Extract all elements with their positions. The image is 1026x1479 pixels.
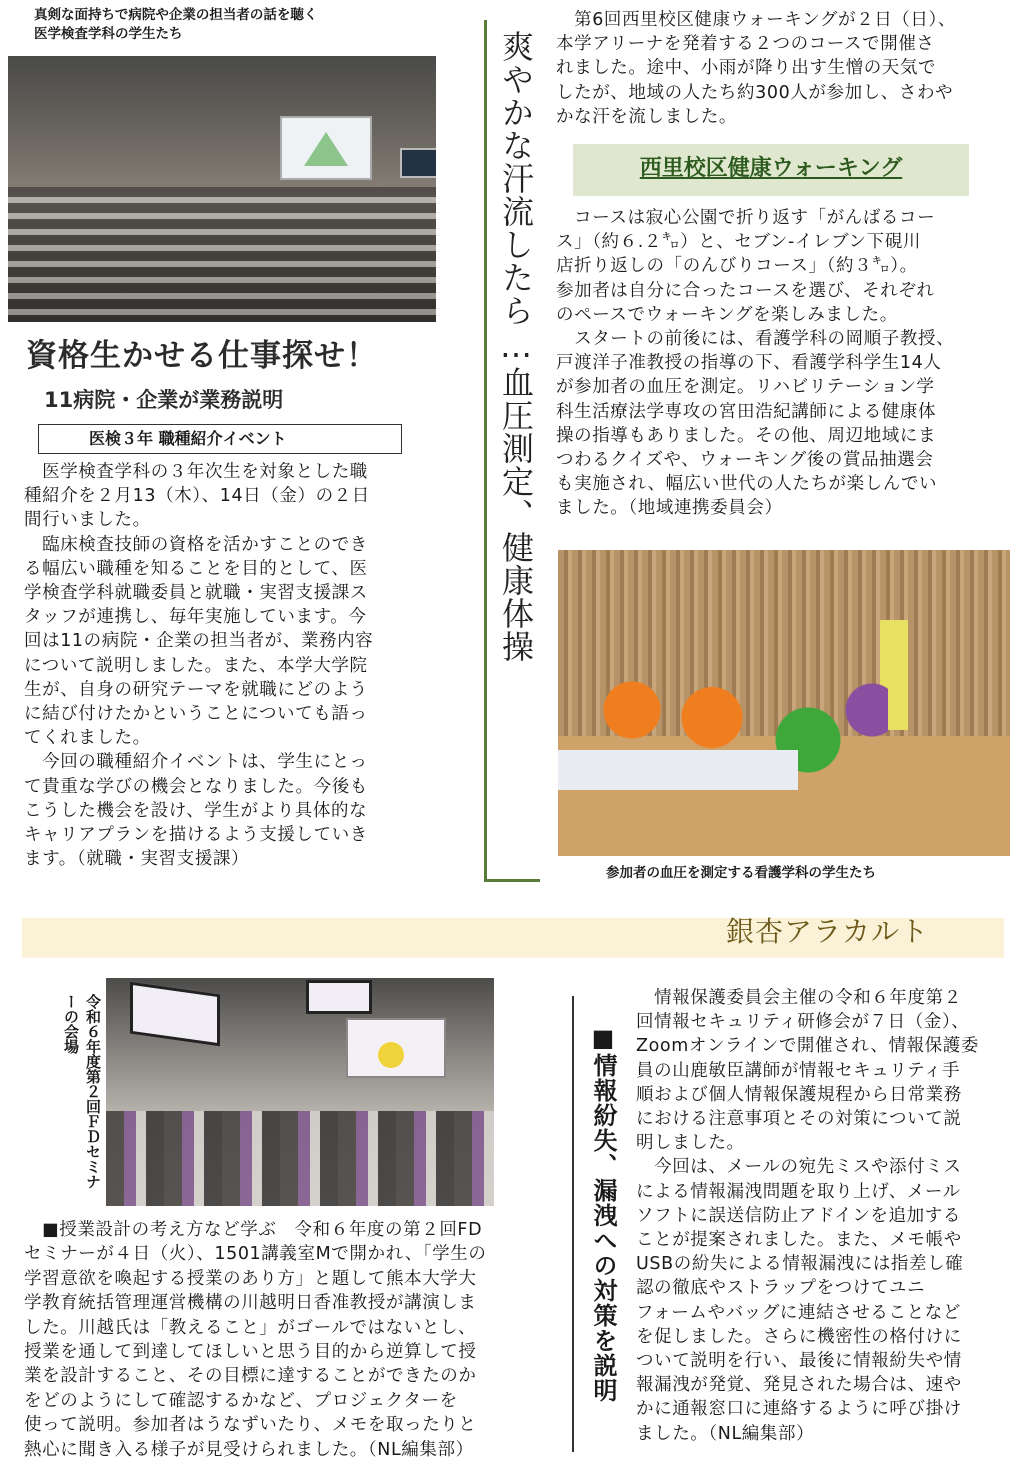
projector-screen <box>280 116 372 180</box>
seminar-title: 資格生かせる仕事探せ！ <box>26 338 378 374</box>
measurement-table <box>558 750 798 790</box>
seminar-photo-caption: 真剣な面持ちで病院や企業の担当者の話を聴く 医学検査学科の学生たち <box>34 7 318 42</box>
monitor-right <box>306 980 372 1014</box>
column-divider <box>572 996 574 1452</box>
seminar-body: 医学検査学科の３年次生を対象とした職 種紹介を２月13（木）、14日（金）の２日 間行いました。 臨床検査技師の資格を活かすことのでき る幅広い職種を知ることを目的として、医 学検査学科就職委員と就職・実習支援課ス タッフが連携し、毎年実施しています。今 回は11の病院・企業の担当者が、業務内容 について説明しました。また、本学大学院 生が、自身の研究テーマを就職にどのよう に結び付けたかということについても語っ てくれました。 今回の職種紹介イベントは、学生にとっ て貴重な学びの機会となりました。今後も こうした機会を設け、学生がより具体的な キャリアプランを描けるよう支援していき ます。（就職・実習支援課） <box>24 462 374 870</box>
walking-banner: 西里校区健康ウォーキング <box>573 144 969 196</box>
security-vertical-title: ■情報紛失、漏洩への対策を説明 <box>589 1024 617 1403</box>
walking-photo-caption: 参加者の血圧を測定する看護学科の学生たち <box>606 865 876 881</box>
walking-vertical-title: 爽やかな汗流したら…血圧測定、健康体操 <box>497 30 535 663</box>
walking-intro: 第6回西里校区健康ウォーキングが２日（日）、 本学アリーナを発着する２つのコースで開催さ れました。途中、小雨が降り出す生憎の天気で したが、地域の人たち約300人が参加し、さわや かな汗を流しました。 <box>556 10 956 127</box>
section-header: 銀杏アラカルト <box>726 915 930 948</box>
seminar-tag: 医検３年 職種紹介イベント <box>38 424 402 454</box>
monitor-left <box>130 982 220 1047</box>
fd-photo <box>106 978 494 1206</box>
fd-photo-caption: 令和６年度第２回ＦＤセミナーの会場 <box>62 994 102 1189</box>
blackboard <box>400 148 436 178</box>
seminar-photo <box>8 56 436 322</box>
audience <box>106 1111 494 1206</box>
security-body: 情報保護委員会主催の令和６年度第２ 回情報セキュリティ研修会が７日（金）、 Zoomオンラインで開催され、情報保護委 員の山鹿敏臣講師が情報セキュリティ手 順および個人情報保護規程から日常業務 における注意事項とその対策について説 明しました。 今回は、メールの宛先ミスや添付ミス による情報漏洩問題を取り上げ、メール ソフトに誤送信防止アドインを追加する ことが提案されました。また、メモ帳や USBの紛失による情報漏洩には指差し確 認の徹底やストラップをつけてユニ フォームやバッグに連結させることなど を促しました。さらに機密性の格付けに ついて説明を行い、最後に情報紛失や情 報漏洩が発覚、発見された場合は、速や かに通報窓口に連絡するように呼び掛け ました。（NL編集部） <box>636 988 979 1444</box>
walking-photo <box>558 550 1010 856</box>
projector-screen <box>346 1018 446 1078</box>
walking-body: コースは寂心公園で折り返す「がんばるコー ス」（約６.２㌔）と、セブン-イレブン下硯川 店折り返しの「のんびりコース」（約３㌔）。 参加者は自分に合ったコースを選び、それぞれ のペースでウォーキングを楽しみました。 スタートの前後には、看護学科の岡順子教授、 戸渡洋子准教授の指導の下、看護学科学生14人 が参加者の血圧を測定。リハビリテーション学 科生活療法学専攻の宮田浩紀講師による健康体 操の指導もありました。その他、周辺地域にま つわるクイズや、ウォーキング後の賞品抽選会 も実施され、幅広い世代の人たちが楽しんでい ました。（地域連携委員会） <box>556 208 955 519</box>
seminar-subtitle: 11病院・企業が業務説明 <box>44 388 284 412</box>
fd-body: ■授業設計の考え方など学ぶ 令和６年度の第２回FD セミナーが４日（火）、1501講義室Mで開かれ、「学生の 学習意欲を喚起する授業のあり方」と題して熊本大学大 学教育統括管理運営機構の川越明日香准教授が講演しま した。川越氏は「教えること」がゴールではないとし、 授業を通して到達してほしいと思う目的から逆算して授 業を設計すること、その目標に達することができたのか をどのようにして確認するかなど、プロジェクターを 使って説明。参加者はうなずいたり、メモを取ったりと 熱心に聞き入る様子が見受けられました。（NL編集部） <box>24 1220 487 1460</box>
audience-seats <box>8 187 436 322</box>
